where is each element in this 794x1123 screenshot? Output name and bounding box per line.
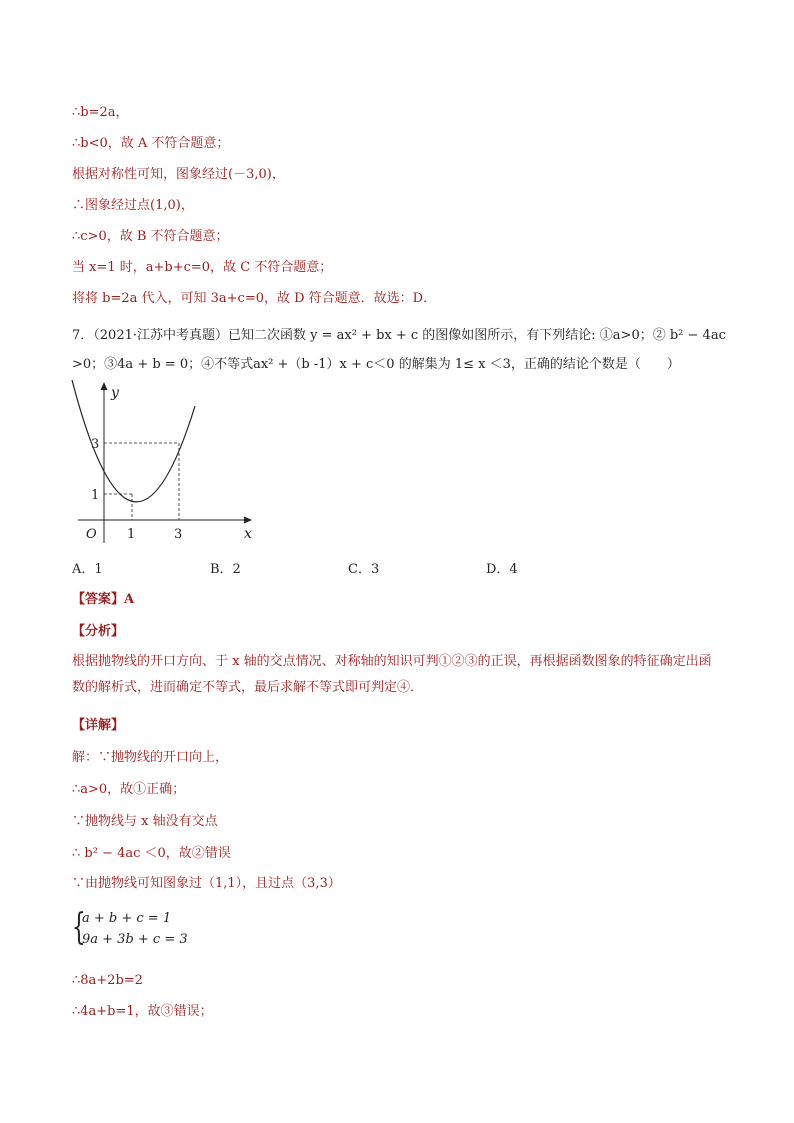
analysis-title: 【分析】 (72, 624, 125, 639)
origin-label: O (86, 527, 97, 542)
analysis-text: 根据抛物线的开口方向、于 x 轴的交点情况、对称轴的知识可判①②③的正误，再根据函数图象的特征确定出函数的解析式，进而确定不等式，最后求解不等式即可判定④． (72, 654, 712, 695)
x-axis-label: x (244, 526, 252, 542)
solution-line: 当 x=1 时，a+b+c=0，故 C 不符合题意； (72, 260, 333, 275)
solution-line: ∴c>0，故 B 不符合题意； (72, 229, 229, 244)
solution-line: 根据对称性可知，图象经过(－3,0)， (72, 167, 285, 182)
detail-line: ∴ b² − 4ac ＜0，故②错误 (72, 846, 231, 861)
solution-line: 将将 b=2a 代入，可知 3a+c=0，故 D 符合题意．故选：D． (72, 291, 437, 306)
system-equation-2: 9a + 3b + c = 3 (82, 932, 188, 947)
detail-line: ∴8a+2b=2 (72, 973, 143, 988)
option-c: C．3 (348, 562, 380, 577)
x-tick-label: 3 (174, 527, 183, 542)
y-axis-label: y (111, 385, 119, 401)
option-b: B．2 (210, 562, 241, 577)
system-brace: { (72, 907, 86, 948)
detail-line: ∵抛物线与 x 轴没有交点 (72, 814, 218, 829)
question-line-1: 7．（2021·江苏中考真题）已知二次函数 y = ax² + bx + c 的图像如图所示，有下列结论: ①a>0；② b² − 4ac (72, 328, 726, 343)
detail-title: 【详解】 (72, 718, 125, 733)
option-a: A．1 (72, 562, 103, 577)
detail-line: ∵由抛物线可知图象过（1,1），且过点（3,3） (72, 876, 341, 891)
answer-line: 【答案】A (72, 592, 135, 607)
x-axis-arrow (244, 517, 252, 524)
parabola-graph (60, 378, 270, 548)
y-tick-label: 1 (91, 488, 100, 503)
option-d: D．4 (486, 562, 518, 577)
system-equation-1: a + b + c = 1 (82, 911, 172, 926)
solution-line: ∴b=2a， (72, 105, 129, 120)
solution-line: ∴b<0，故 A 不符合题意； (72, 136, 230, 151)
question-line-2: >0；③4a + b = 0；④不等式ax² +（b -1）x + c＜0 的解集为 1≤ x ＜3，正确的结论个数是（ ） (72, 357, 680, 372)
solution-line: ∴图象经过点(1,0)， (72, 198, 194, 213)
y-axis-arrow (101, 382, 108, 390)
x-tick-label: 1 (127, 527, 136, 542)
detail-line: 解：∵抛物线的开口向上， (72, 750, 229, 765)
detail-line: ∴a>0，故①正确； (72, 782, 186, 797)
detail-line: ∴4a+b=1，故③错误； (72, 1004, 213, 1019)
y-tick-label: 3 (91, 437, 100, 452)
